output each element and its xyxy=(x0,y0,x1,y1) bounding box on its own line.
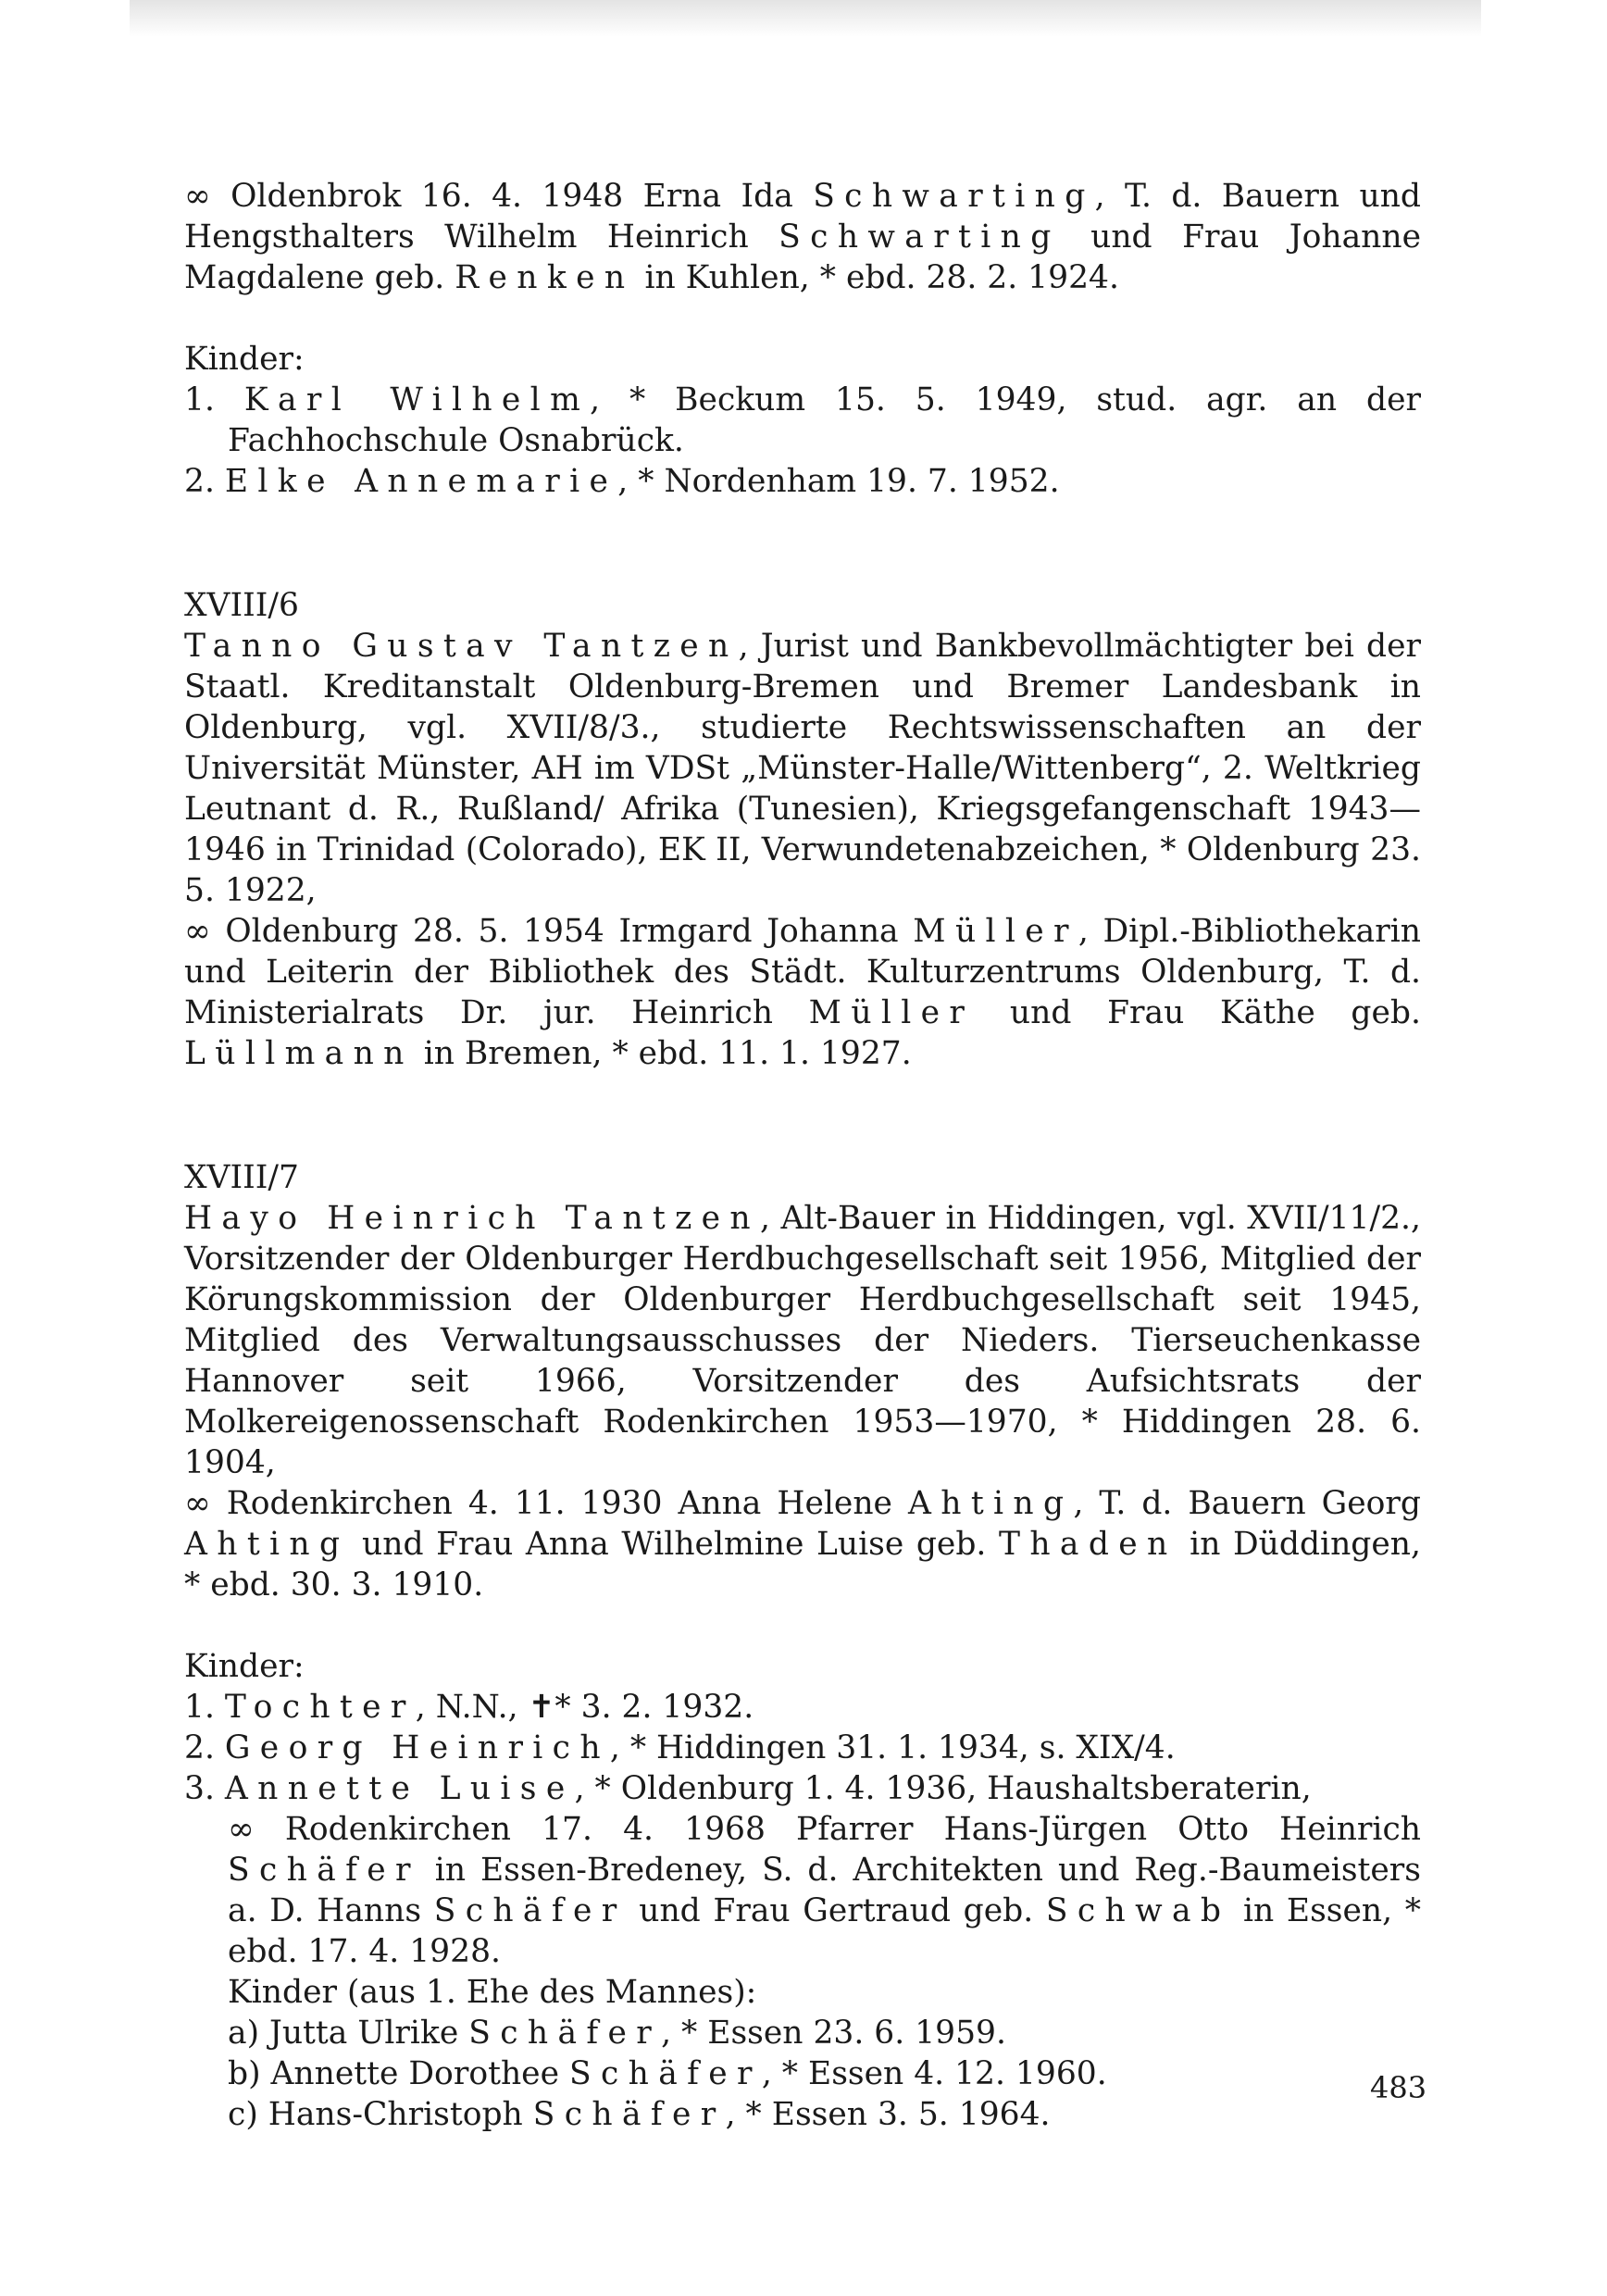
grandchild-text: Jutta Ulrike xyxy=(269,2015,469,2052)
entry-text: und Frau Käthe geb. xyxy=(974,994,1421,1031)
child-entry xyxy=(184,380,1421,461)
grandchild-label: b) xyxy=(228,2055,271,2092)
children-label: Kinder: xyxy=(184,341,305,378)
person-name: Tanno Gustav Tantzen xyxy=(184,628,739,665)
child-name: Georg Heinrich xyxy=(224,1729,610,1766)
entry-text: und Frau Anna Wilhelmine Luise geb. xyxy=(349,1526,999,1563)
surname: Schwab xyxy=(1045,1892,1231,1929)
grandchild-label: c) xyxy=(228,2096,268,2133)
marriage-symbol-icon: ∞ xyxy=(184,1485,211,1522)
person-text: , Jurist und Bankbevollmächtigter bei der Staatl. Kreditanstalt Oldenburg-Bremen und Bremer Landesbank in Oldenburg, vgl. XVII/8/3., studierte Rechtswissenschaften an der Universität Münster, AH im VDSt „Münster-Halle/Wittenberg“, 2. Weltkrieg Leutnant d. R., Rußland/ Afrika (Tunesien), Kriegsgefangenschaft 1943—1946 in Trinidad (Colorado), EK II, Verwundetenabzeichen, * Oldenburg 23. 5. 1922, xyxy=(184,628,1421,909)
scan-top-shadow xyxy=(130,0,1481,37)
child-entry xyxy=(184,461,1421,502)
section-heading: XVIII/7 xyxy=(184,1159,299,1196)
person-entry xyxy=(184,1198,1421,1483)
surname: Ahting xyxy=(908,1485,1074,1522)
child-number: 1. xyxy=(184,1689,225,1726)
child-text: , * Oldenburg 1. 4. 1936, Haushaltsberaterin, xyxy=(574,1770,1312,1807)
child-number: 2. xyxy=(184,463,225,500)
marriage-symbol-icon: ∞ xyxy=(228,1811,255,1848)
child-name: Karl Wilhelm xyxy=(243,381,591,418)
child-text: , * Nordenham 19. 7. 1952. xyxy=(617,463,1060,500)
person-entry xyxy=(184,626,1421,911)
surname: Schäfer xyxy=(228,1852,420,1889)
child-name: Annette Luise xyxy=(224,1770,575,1807)
marriage-symbol-icon: ∞ xyxy=(184,913,211,950)
entry-text: in Kuhlen, * ebd. 28. 2. 1924. xyxy=(634,259,1119,296)
surname: Ahting xyxy=(184,1526,350,1563)
entry-text: in Bremen, * ebd. 11. 1. 1927. xyxy=(413,1035,912,1072)
child-entry xyxy=(184,1728,1421,1768)
surname: Schäfer xyxy=(468,2015,662,2052)
grandchild-entry xyxy=(184,2094,1421,2135)
surname: Lüllmann xyxy=(184,1035,414,1072)
surname: Müller xyxy=(808,994,975,1031)
entry-text: , T. d. Bauern Georg xyxy=(1073,1485,1421,1522)
entry-text: in Düddingen, * ebd. 30. 3. 1910. xyxy=(184,1526,1421,1603)
surname: Müller xyxy=(913,913,1078,950)
entry-text: und Frau Gertraud geb. xyxy=(626,1892,1046,1929)
person-text: , Alt-Bauer in Hiddingen, vgl. XVII/11/2., Vorsitzender der Oldenburger Herdbuchgesellschaft seit 1956, Mitglied der Körungskommission der Oldenburger Herdbuchgesellschaft seit 1945, Mitglied des Verwaltungsausschusses der Nieders. Tierseuchenkasse Hannover seit 1966, Vorsitzender des Aufsichtsrats der Molkereigenossenschaft Rodenkirchen 1953—1970, * Hiddingen 28. 6. 1904, xyxy=(184,1200,1421,1481)
child-text: , * Hiddingen 31. 1. 1934, s. XIX/4. xyxy=(609,1729,1176,1766)
child-number: 2. xyxy=(184,1729,225,1766)
marriage-entry xyxy=(184,1483,1421,1605)
marriage-entry xyxy=(184,911,1421,1074)
child-number: 1. xyxy=(184,381,244,418)
grandchildren-label: Kinder (aus 1. Ehe des Mannes): xyxy=(228,1974,757,2011)
surname: Renken xyxy=(455,259,635,296)
grandchild-entry xyxy=(184,2013,1421,2053)
entry-text: Rodenkirchen 17. 4. 1968 Pfarrer Hans-Jürgen Otto Heinrich xyxy=(254,1811,1421,1848)
children-label: Kinder: xyxy=(184,1648,305,1685)
child-name: Elke Annemarie xyxy=(224,463,618,500)
child-name: Tochter xyxy=(224,1689,416,1726)
child-text: , N.N., ✝* 3. 2. 1932. xyxy=(415,1689,754,1726)
page-number: 483 xyxy=(1370,2070,1427,2105)
marriage-symbol-icon: ∞ xyxy=(184,178,211,215)
grandchild-label: a) xyxy=(228,2015,269,2052)
child-text: , * Beckum 15. 5. 1949, stud. agr. an der Fachhochschule Osnabrück. xyxy=(228,381,1422,459)
surname: Schäfer xyxy=(532,2096,726,2133)
entry-text: , T. d. Bauern und Hengsthalters Wilhelm Heinrich xyxy=(184,178,1421,256)
surname: Schäfer xyxy=(433,1892,627,1929)
grandchild-text: , * Essen 23. 6. 1959. xyxy=(661,2015,1006,2052)
child-entry xyxy=(184,1768,1421,1809)
entry-text: in Essen-Bredeney, S. d. Architekten und Reg.-Baumeisters a. D. Hanns xyxy=(228,1852,1421,1929)
person-name: Hayo Heinrich Tantzen xyxy=(184,1200,760,1237)
grandchild-entry xyxy=(184,2053,1421,2094)
entry-text: in Essen, * ebd. 17. 4. 1928. xyxy=(228,1892,1421,1970)
child-number: 3. xyxy=(184,1770,225,1807)
section-heading: XVIII/6 xyxy=(184,587,299,624)
grandchild-text: , * Essen 4. 12. 1960. xyxy=(761,2055,1107,2092)
surname: Schwarting xyxy=(779,218,1061,256)
surname: Schäfer xyxy=(568,2055,762,2092)
grandchild-text: Annette Dorothee xyxy=(270,2055,569,2092)
entry-text: Rodenkirchen 4. 11. 1930 Anna Helene xyxy=(210,1485,908,1522)
surname: Schwarting xyxy=(813,178,1095,215)
entry-text: und Frau Johanne Magdalene geb. xyxy=(184,218,1421,296)
entry-text: , Dipl.-Bibliothekarin und Leiterin der Bibliothek des Städt. Kulturzentrums Oldenburg, T. d. Ministerialrats Dr. jur. Heinrich xyxy=(184,913,1421,1031)
grandchild-text: Hans-Christoph xyxy=(268,2096,533,2133)
document-page xyxy=(184,176,1421,2135)
child-marriage-entry xyxy=(184,1809,1421,1972)
marriage-entry xyxy=(184,176,1421,298)
grandchild-text: , * Essen 3. 5. 1964. xyxy=(725,2096,1051,2133)
child-entry xyxy=(184,1687,1421,1728)
entry-text: Oldenburg 28. 5. 1954 Irmgard Johanna xyxy=(210,913,914,950)
entry-text: Oldenbrok 16. 4. 1948 Erna Ida xyxy=(210,178,814,215)
surname: Thaden xyxy=(998,1526,1177,1563)
